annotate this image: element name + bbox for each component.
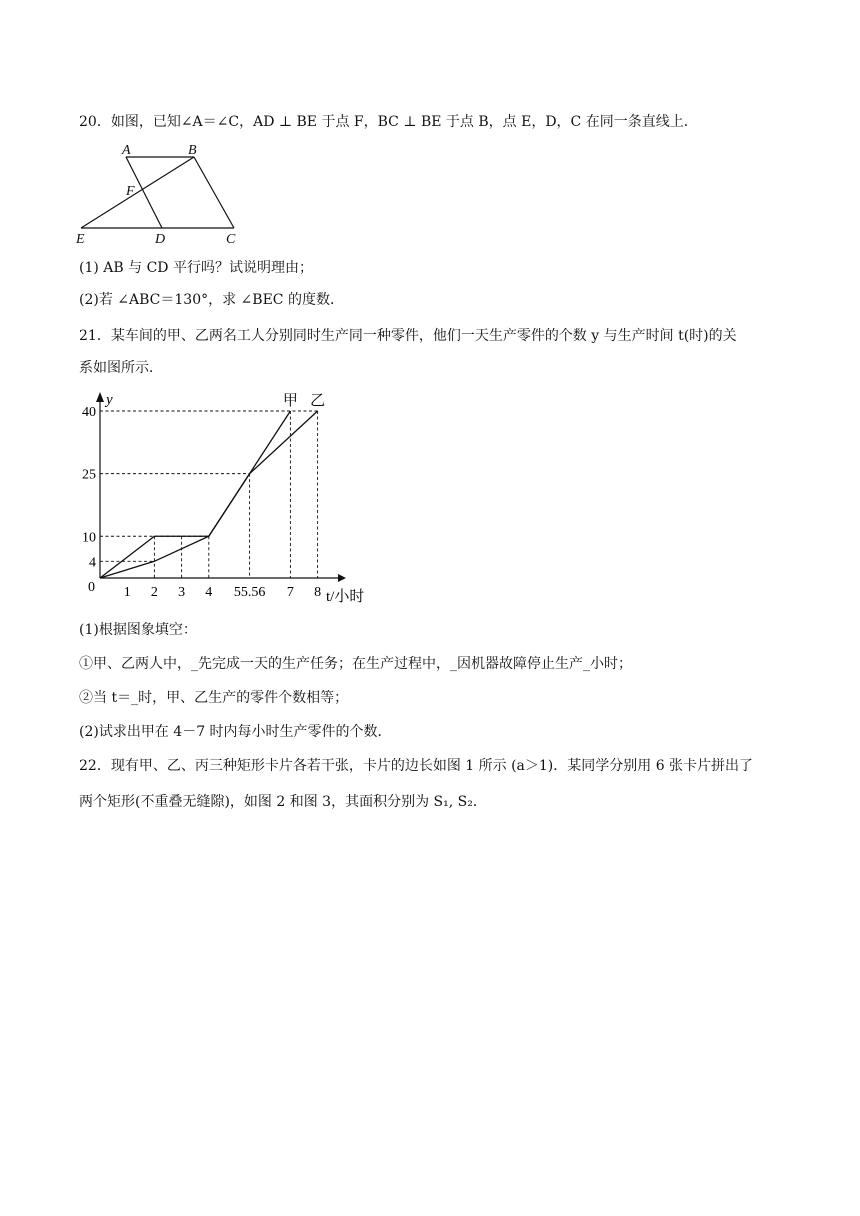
y-axis-label: y	[106, 392, 113, 408]
y-axis-arrow	[96, 392, 104, 402]
label-d: D	[155, 232, 166, 246]
q20-part2: (2)若 ∠ABC＝130°，求 ∠BEC 的度数．	[79, 292, 344, 308]
series-label: 乙	[310, 393, 326, 409]
x-tick-labels	[124, 585, 321, 600]
x-tick-label: 3	[178, 585, 186, 600]
q21-graph	[70, 388, 390, 610]
y-tick-label: 40	[82, 405, 96, 420]
x-tick-label: 4	[205, 585, 213, 600]
q20-part1: (1) AB 与 CD 平行吗？试说明理由；	[79, 260, 313, 276]
x-tick-label: 55.56	[233, 585, 266, 600]
x-axis-arrow	[338, 574, 346, 582]
series-label: 甲	[282, 393, 298, 409]
x-tick-label: 8	[314, 585, 322, 600]
origin-label: 0	[88, 580, 95, 595]
q21-stem-line2: 系如图所示．	[79, 360, 163, 376]
label-c: C	[226, 232, 236, 246]
y-tick-label: 25	[82, 467, 96, 483]
y-tick-label: 10	[82, 530, 96, 546]
segment-eb	[81, 157, 194, 228]
x-tick-label: 2	[150, 585, 158, 600]
q20-stem: 20．如图，已知∠A＝∠C，AD ⊥ BE 于点 F，BC ⊥ BE 于点 B，点 E，D，C 在同一条直线上．	[79, 114, 698, 130]
series-labels	[283, 392, 325, 409]
q21-part2: (2)试求出甲在 4－7 时内每小时生产零件的个数．	[79, 724, 392, 740]
x-axis-label: t/小时	[326, 589, 365, 605]
q21-stem-line1: 21．某车间的甲、乙两名工人分别同时生产同一种零件，他们一天生产零件的个数 y 与生产时间 t(时)的关	[79, 328, 737, 344]
series-line-jia	[100, 411, 290, 578]
x-tick-label: 1	[123, 585, 131, 600]
segment-bc	[194, 157, 234, 228]
q20-figure	[70, 140, 250, 246]
q21-sub2: ②当 t＝_时，甲、乙生产的零件个数相等；	[79, 690, 349, 706]
y-tick-labels	[82, 405, 96, 570]
y-tick-label: 4	[89, 555, 96, 571]
x-tick-label: 7	[286, 585, 294, 600]
q22-stem-line1: 22．现有甲、乙、丙三种矩形卡片各若干张，卡片的边长如图 1 所示 (a＞1)．某同学分别用 6 张卡片拼出了	[79, 758, 754, 774]
q21-part1: (1)根据图象填空：	[79, 622, 197, 638]
q21-sub1: ①甲、乙两人中，_先完成一天的生产任务；在生产过程中，_因机器故障停止生产_小时；	[79, 656, 632, 672]
q22-stem-line2: 两个矩形(不重叠无缝隙)，如图 2 和图 3，其面积分别为 S₁, S₂．	[79, 794, 487, 810]
label-b: B	[188, 143, 197, 158]
label-a: A	[122, 143, 131, 158]
label-e: E	[76, 232, 85, 246]
label-f: F	[126, 184, 135, 199]
